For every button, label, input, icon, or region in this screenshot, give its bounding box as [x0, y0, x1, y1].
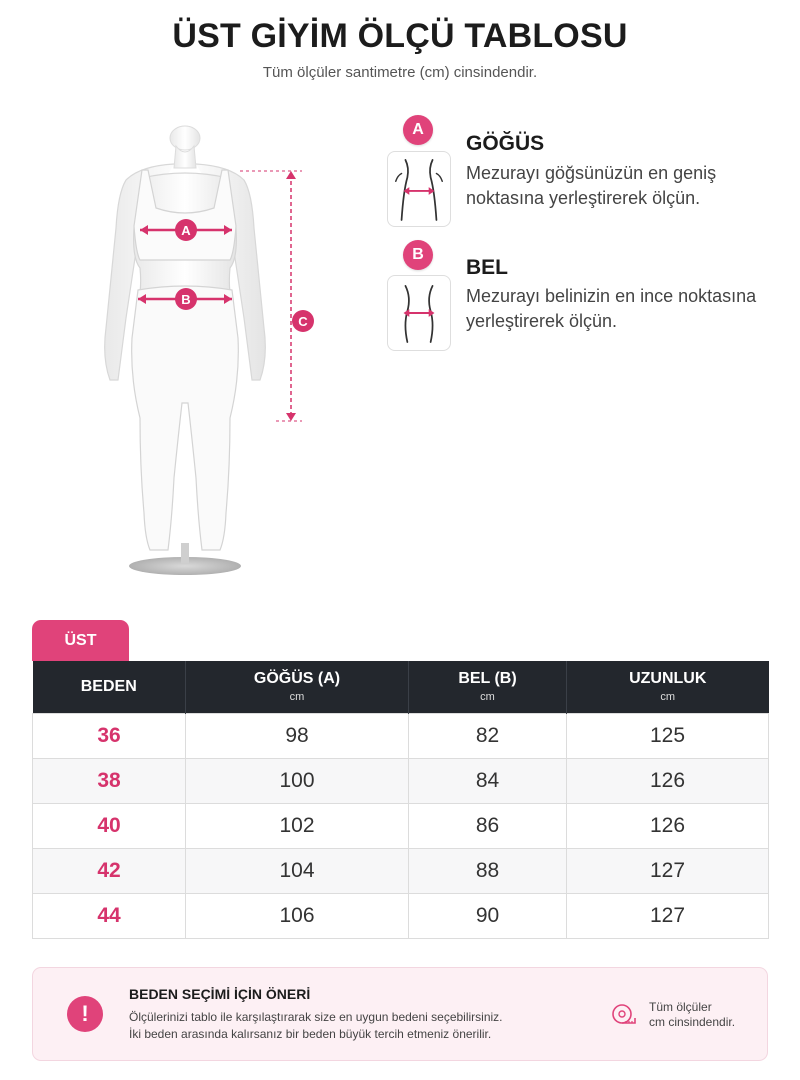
exclamation-icon: !	[67, 996, 103, 1032]
table-row	[33, 758, 769, 803]
size-tip-box	[32, 967, 768, 1061]
marker-b-label: B	[181, 292, 191, 307]
tip-title: BEDEN SEÇİMİ İÇİN ÖNERİ	[129, 986, 311, 1002]
length-cell: 125	[567, 713, 769, 758]
mannequin-figure	[80, 118, 330, 583]
tip-side-line-2: cm cinsindendir.	[649, 1015, 736, 1029]
marker-a-label: A	[181, 223, 191, 238]
length-cell: 127	[567, 893, 769, 938]
length-cell: 126	[567, 758, 769, 803]
measurement-chest-desc-1: Mezurayı göğsünüzün en geniş	[466, 163, 717, 183]
measurement-waist-desc-1: Mezurayı belinizin en ince noktasına	[466, 286, 757, 306]
page-title: ÜST GİYİM ÖLÇÜ TABLOSU	[172, 17, 628, 55]
size-cell: 44	[33, 893, 186, 938]
length-cell: 126	[567, 803, 769, 848]
waist-cell: 90	[409, 893, 567, 938]
measurement-chest-desc-2: noktasına yerleştirerek ölçün.	[466, 188, 701, 208]
waist-cell: 86	[409, 803, 567, 848]
tip-side-line-1: Tüm ölçüler	[649, 1000, 712, 1014]
chest-cell: 102	[186, 803, 409, 848]
tab-ust[interactable]: ÜST	[32, 620, 129, 661]
chest-icon	[387, 151, 451, 227]
unit-label: cm	[289, 691, 305, 704]
chest-cell: 100	[186, 758, 409, 803]
waist-cell: 84	[409, 758, 567, 803]
measurement-waist-desc-2: yerleştirerek ölçün.	[466, 311, 618, 331]
badge-b: B	[403, 240, 433, 270]
size-cell: 42	[33, 848, 186, 893]
header-beden: BEDEN	[33, 661, 186, 713]
unit-label: cm	[660, 691, 676, 704]
length-cell: 127	[567, 848, 769, 893]
measurement-chest-name: GÖĞÜS	[466, 132, 545, 155]
tip-line-1: Ölçülerinizi tablo ile karşılaştırarak size en uygun bedeni seçebilirsiniz.	[129, 1010, 503, 1024]
size-table	[32, 661, 769, 939]
marker-c-label: C	[298, 314, 308, 329]
measurement-waist-name: BEL	[466, 256, 508, 279]
badge-a: A	[403, 115, 433, 145]
chest-cell: 98	[186, 713, 409, 758]
chest-cell: 106	[186, 893, 409, 938]
table-row	[33, 893, 769, 938]
table-header-row	[33, 661, 769, 713]
measuring-tape-icon	[611, 1002, 637, 1028]
waist-cell: 82	[409, 713, 567, 758]
waist-cell: 88	[409, 848, 567, 893]
tip-side-note	[649, 1000, 735, 1030]
header-uzunluk: UZUNLUK cm	[567, 661, 769, 713]
size-cell: 40	[33, 803, 186, 848]
table-row	[33, 803, 769, 848]
chest-cell: 104	[186, 848, 409, 893]
header-bel: BEL (B) cm	[409, 661, 567, 713]
table-row	[33, 713, 769, 758]
table-row	[33, 848, 769, 893]
header-gogus: GÖĞÜS (A) cm	[186, 661, 409, 713]
waist-icon	[387, 275, 451, 351]
page-subtitle: Tüm ölçüler santimetre (cm) cinsindendir.	[262, 64, 538, 81]
size-cell: 38	[33, 758, 186, 803]
size-cell: 36	[33, 713, 186, 758]
tip-line-2: İki beden arasında kalırsanız bir beden büyük tercih etmeniz önerilir.	[129, 1027, 492, 1041]
unit-label: cm	[480, 691, 495, 704]
